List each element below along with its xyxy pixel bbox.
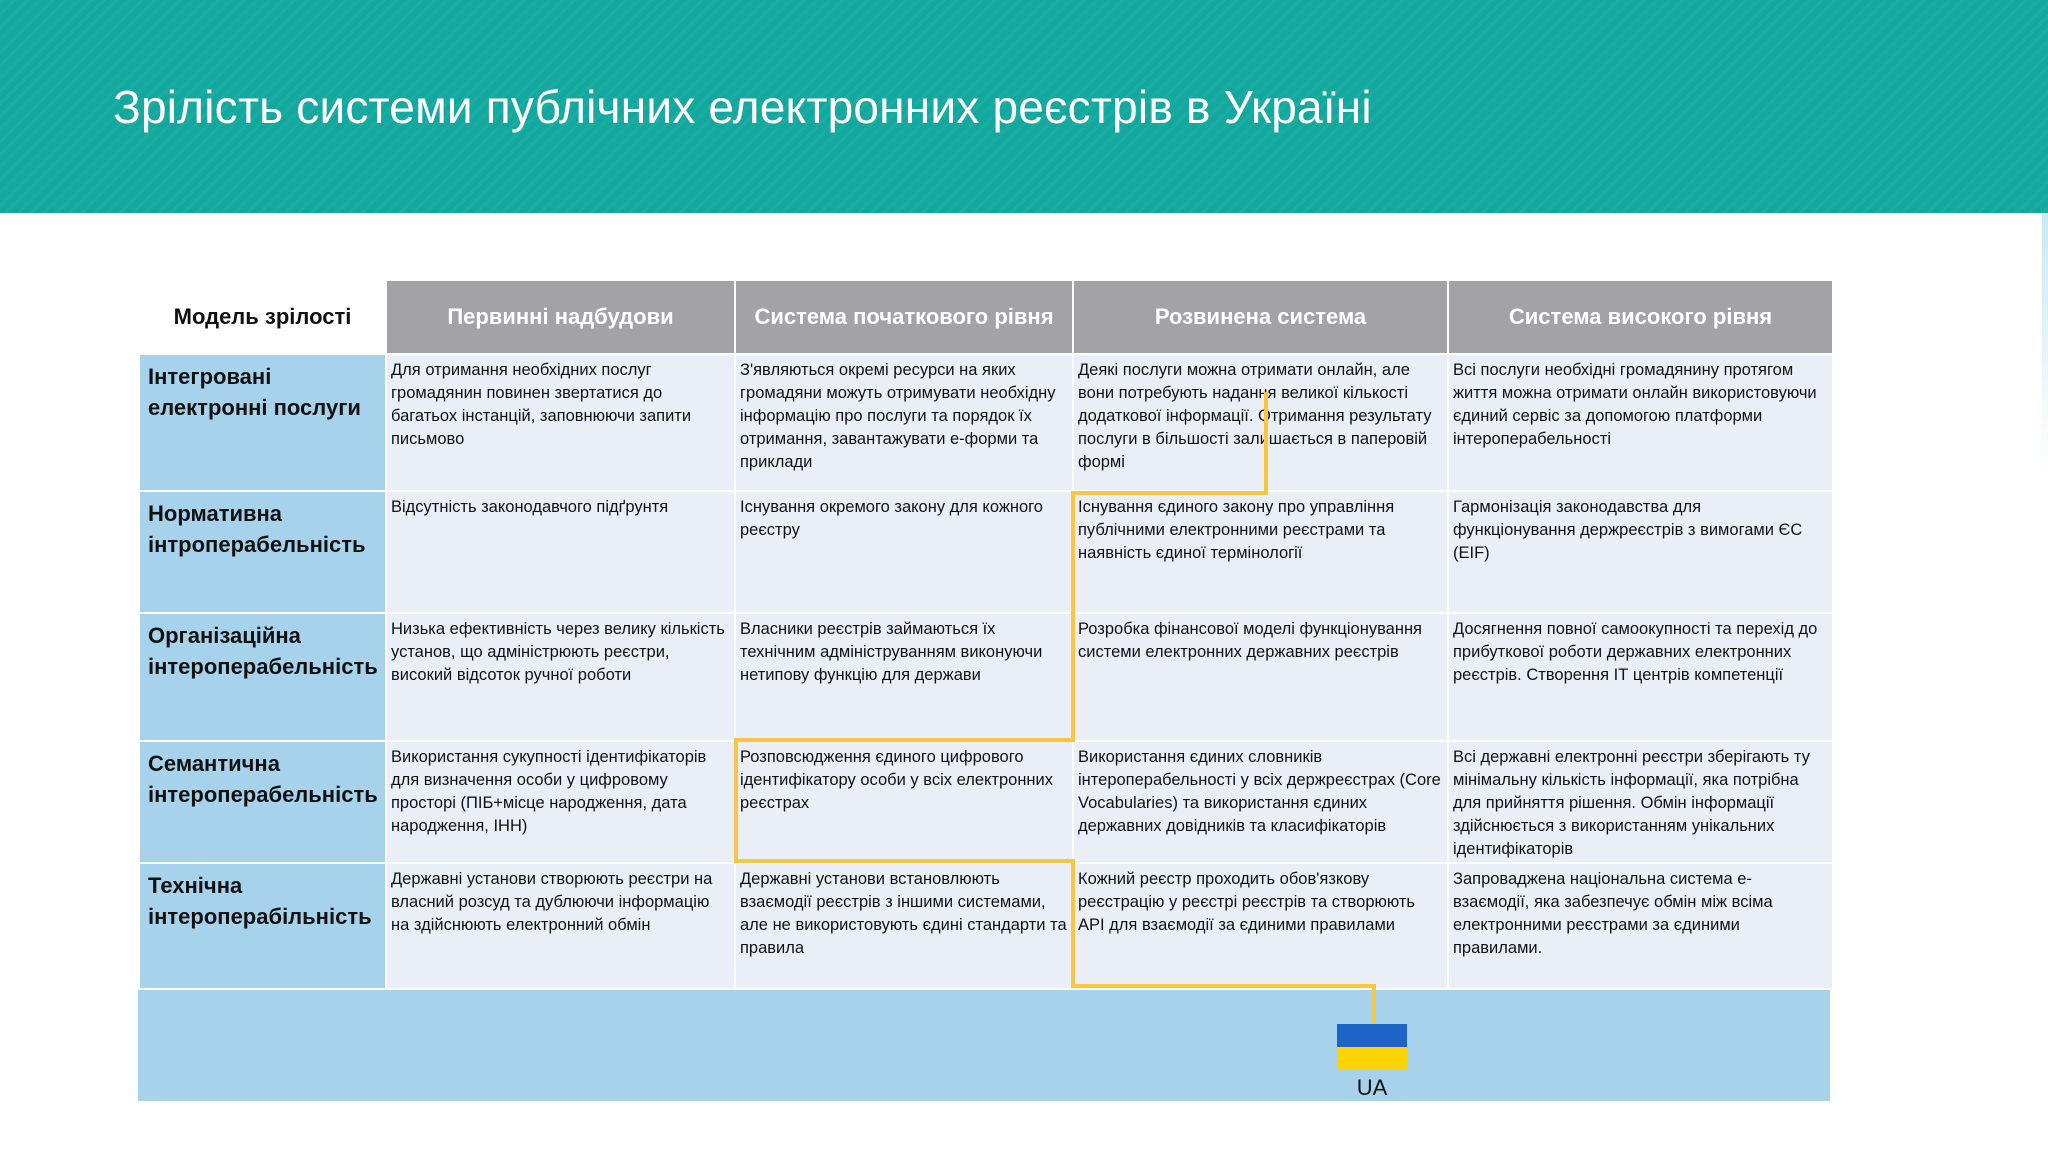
- row-header-normative: Нормативна інтроперабельність: [140, 492, 385, 612]
- row-header-integrated-services: Інтегровані електронні послуги: [140, 355, 385, 490]
- row-header-semantic: Семантична інтероперабельність: [140, 742, 385, 862]
- table-cell: Використання єдиних словників інтероперабельності у всіх держреєстрах (Core Vocabularies) та використання єдиних державних довідників та класифікаторів: [1074, 742, 1447, 862]
- flag-blue-stripe: [1337, 1024, 1407, 1047]
- ua-maturity-line: [736, 392, 1374, 1026]
- table-cell: З'являються окремі ресурси на яких громадяни можуть отримувати необхідну інформацію про послуги та порядок їх отримання, завантажувати е-форми та приклади: [736, 355, 1072, 490]
- corner-label: Модель зрілості: [173, 304, 352, 329]
- table-cell: Кожний реєстр проходить обов'язкову реєстрацію у реєстрі реєстрів та створюють API для взаємодії за єдиними правилами: [1074, 864, 1447, 988]
- row-header-technical: Технічна інтероперабільність: [140, 864, 385, 988]
- column-header-initial: Система початкового рівня: [736, 281, 1072, 353]
- table-cell: Існування окремого закону для кожного реєстру: [736, 492, 1072, 612]
- column-header-developed: Розвинена система: [1074, 281, 1447, 353]
- ukraine-flag-icon: [1337, 1024, 1407, 1070]
- table-cell: Деякі послуги можна отримати онлайн, але вони потребують надання великої кількості додаткової інформації. Отримання результату послуги в більшості залишається в паперовій формі: [1074, 355, 1447, 490]
- table-cell: Для отримання необхідних послуг громадянин повинен звертатися до багатьох інстанцій, заповнюючи запити письмово: [387, 355, 734, 490]
- table-cell: Державні установи встановлюють взаємодії реєстрів з іншими системами, але не використовують єдині стандарти та правила: [736, 864, 1072, 988]
- table-cell: Існування єдиного закону про управління публічними електронними реєстрами та наявність єдиної термінології: [1074, 492, 1447, 612]
- slide-title: Зрілість системи публічних електронних реєстрів в Україні: [113, 81, 1372, 133]
- column-header-primary: Первинні надбудови: [387, 281, 734, 353]
- table-cell: Відсутність законодавчого підґрунтя: [387, 492, 734, 612]
- table-cell: Всі послуги необхідні громадянину протягом життя можна отримати онлайн використовуючи єдиний сервіс за допомогою платформи інтероперабельності: [1449, 355, 1832, 490]
- row-header-organizational: Організаційна інтероперабельність: [140, 614, 385, 740]
- table-cell: Державні установи створюють реєстри на власний розсуд та дублюючи інформацію на здійснюють електронний обмін: [387, 864, 734, 988]
- table-cell: Розповсюдження єдиного цифрового ідентифікатору особи у всіх електронних реєстрах: [736, 742, 1072, 862]
- table-cell: Гармонізація законодавства для функціонування держреєстрів з вимогами ЄС (EIF): [1449, 492, 1832, 612]
- table-cell: Всі державні електронні реєстри зберігають ту мінімальну кількість інформації, яка потрібна для прийняття рішення. Обмін інформації здійснюється з використанням унікальних ідентифікаторів: [1449, 742, 1832, 862]
- flag-yellow-stripe: [1337, 1047, 1407, 1070]
- table-cell: Розробка фінансової моделі функціонування системи електронних державних реєстрів: [1074, 614, 1447, 740]
- table-cell: Досягнення повної самоокупності та перехід до прибуткової роботи державних електронних реєстрів. Створення ІТ центрів компетенції: [1449, 614, 1832, 740]
- column-header-high: Система високого рівня: [1449, 281, 1832, 353]
- table-cell: Низька ефективність через велику кількість установ, що адміністрюють реєстри, високий відсоток ручної роботи: [387, 614, 734, 740]
- table-cell: Використання сукупності ідентифікаторів для визначення особи у цифровому просторі (ПІБ+місце народження, дата народження, ІНН): [387, 742, 734, 862]
- table-cell: Запроваджена національна система е-взаємодії, яка забезпечує обмін між всіма електронними реєстрами за єдиними правилами.: [1449, 864, 1832, 988]
- table-cell: Власники реєстрів займаються їх технічним адмініструванням виконуючи нетипову функцію для держави: [736, 614, 1072, 740]
- ua-label: UA: [1356, 1075, 1388, 1100]
